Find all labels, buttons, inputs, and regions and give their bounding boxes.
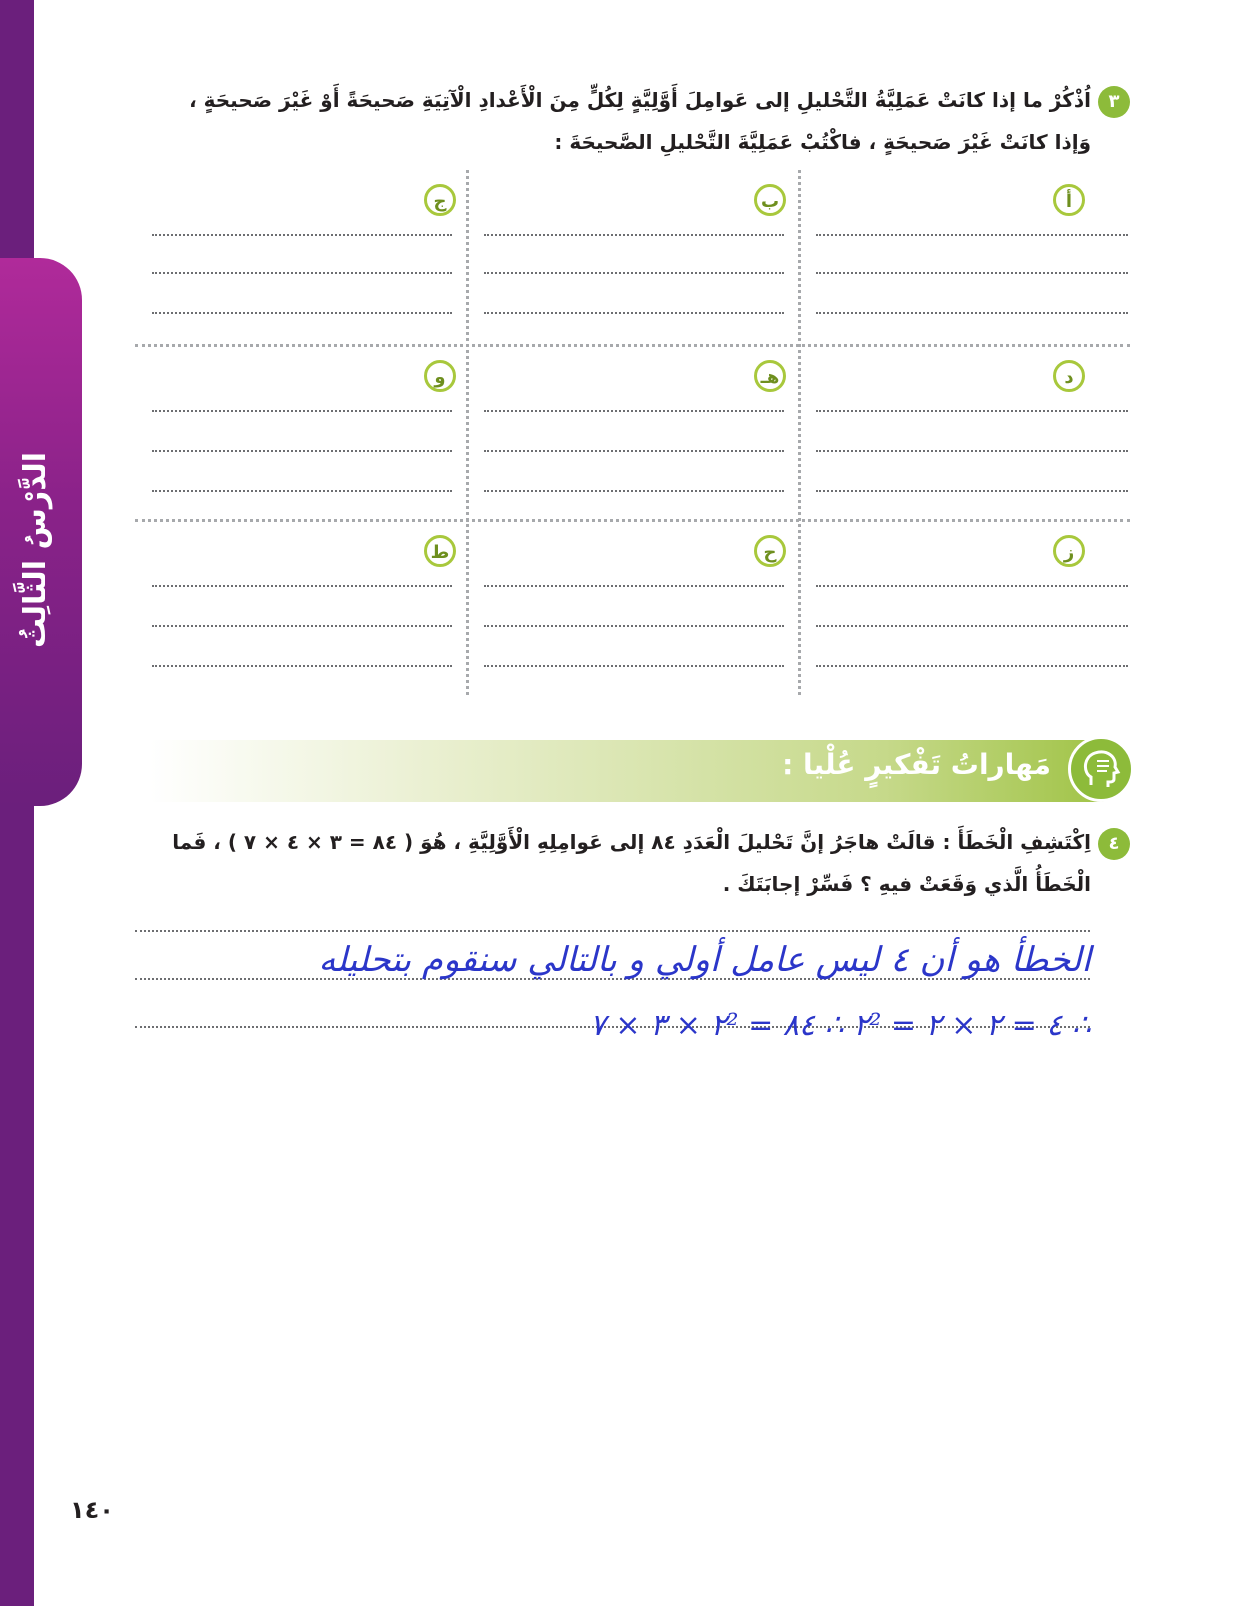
answer-line: [484, 665, 784, 667]
grid-separator-vertical: [798, 170, 801, 695]
question-3-line-1: اُذْكُرْ ما إذا كانَتْ عَمَلِيَّةُ التَّحْليلِ إلى عَوامِلَ أَوَّلِيَّةٍ لِكُلٍّ مِنَ الْأَعْدادِ الْآتِيَةِ صَحيحَةً أَوْ غَيْرَ صَحيحَةٍ ،: [189, 88, 1091, 112]
question-3-number: ٣: [1098, 86, 1130, 118]
exercise-letter-badge: هـ: [754, 360, 786, 392]
exercise-letter-badge: ج: [424, 184, 456, 216]
question-4-line-2: الْخَطَأُ الَّذي وَقَعَتْ فيهِ ؟ فَسِّرْ إجابَتَكَ .: [722, 872, 1091, 896]
answer-line: [152, 450, 452, 452]
answer-line: [484, 585, 784, 587]
answer-line: [816, 490, 1128, 492]
lesson-tab-label: الدَّرْسُ الثَّالِثُ: [18, 451, 53, 649]
answer-line: [152, 625, 452, 627]
answer-line: [816, 410, 1128, 412]
answer-line: [816, 450, 1128, 452]
exercise-letter-badge: د: [1053, 360, 1085, 392]
grid-separator-horizontal: [135, 344, 1130, 347]
answer-line: [152, 234, 452, 236]
answer-line: [135, 930, 1090, 932]
answer-line: [152, 312, 452, 314]
question-4-line-1: اِكْتَشِفِ الْخَطَأَ : قالَتْ هاجَرُ إنَّ تَحْليلَ الْعَدَدِ ٨٤ إلى عَوامِلِهِ الْأَوَّلِيَّةِ ، هُوَ ( ٨٤ = ٣ × ٤ × ٧ ) ، فَما: [172, 830, 1091, 854]
answer-line: [484, 450, 784, 452]
answer-line: [484, 410, 784, 412]
answer-line: [152, 585, 452, 587]
answer-line: [816, 234, 1128, 236]
thinking-head-icon: [1068, 736, 1134, 802]
answer-line: [816, 625, 1128, 627]
banner-title: مَهاراتُ تَفْكيرٍ عُلْيا :: [782, 748, 1051, 781]
answer-line: [484, 490, 784, 492]
answer-line: [484, 625, 784, 627]
thinking-head-icon-graphic: [1071, 739, 1131, 799]
answer-line: [816, 665, 1128, 667]
exercise-letter-badge: ب: [754, 184, 786, 216]
handwritten-answer-line-1: الخطأ هو أن ٤ ليس عامل أولي و بالتالي سنقوم بتحليله: [318, 940, 1091, 980]
handwritten-answer-line-2: ∴ ٤ = ٢ × ٢ = ٢² ∴ ٨٤ = ٢² × ٣ × ٧: [589, 1008, 1091, 1043]
answer-line: [484, 234, 784, 236]
answer-line: [484, 272, 784, 274]
answer-line: [152, 272, 452, 274]
answer-line: [152, 410, 452, 412]
exercise-letter-badge: و: [424, 360, 456, 392]
question-3-line-2: وَإذا كانَتْ غَيْرَ صَحيحَةٍ ، فاكْتُبْ عَمَلِيَّةَ التَّحْليلِ الصَّحيحَةَ :: [554, 130, 1091, 154]
grid-separator-vertical: [466, 170, 469, 695]
answer-line: [816, 585, 1128, 587]
exercise-letter-badge: أ: [1053, 184, 1085, 216]
answer-line: [152, 665, 452, 667]
answer-line: [816, 272, 1128, 274]
page-number: ١٤٠: [70, 1496, 114, 1524]
answer-line: [816, 312, 1128, 314]
grid-separator-horizontal: [135, 519, 1130, 522]
exercise-letter-badge: ز: [1053, 535, 1085, 567]
answer-line: [152, 490, 452, 492]
question-4-number: ٤: [1098, 828, 1130, 860]
exercise-letter-badge: ط: [424, 535, 456, 567]
exercise-letter-badge: ح: [754, 535, 786, 567]
answer-line: [484, 312, 784, 314]
